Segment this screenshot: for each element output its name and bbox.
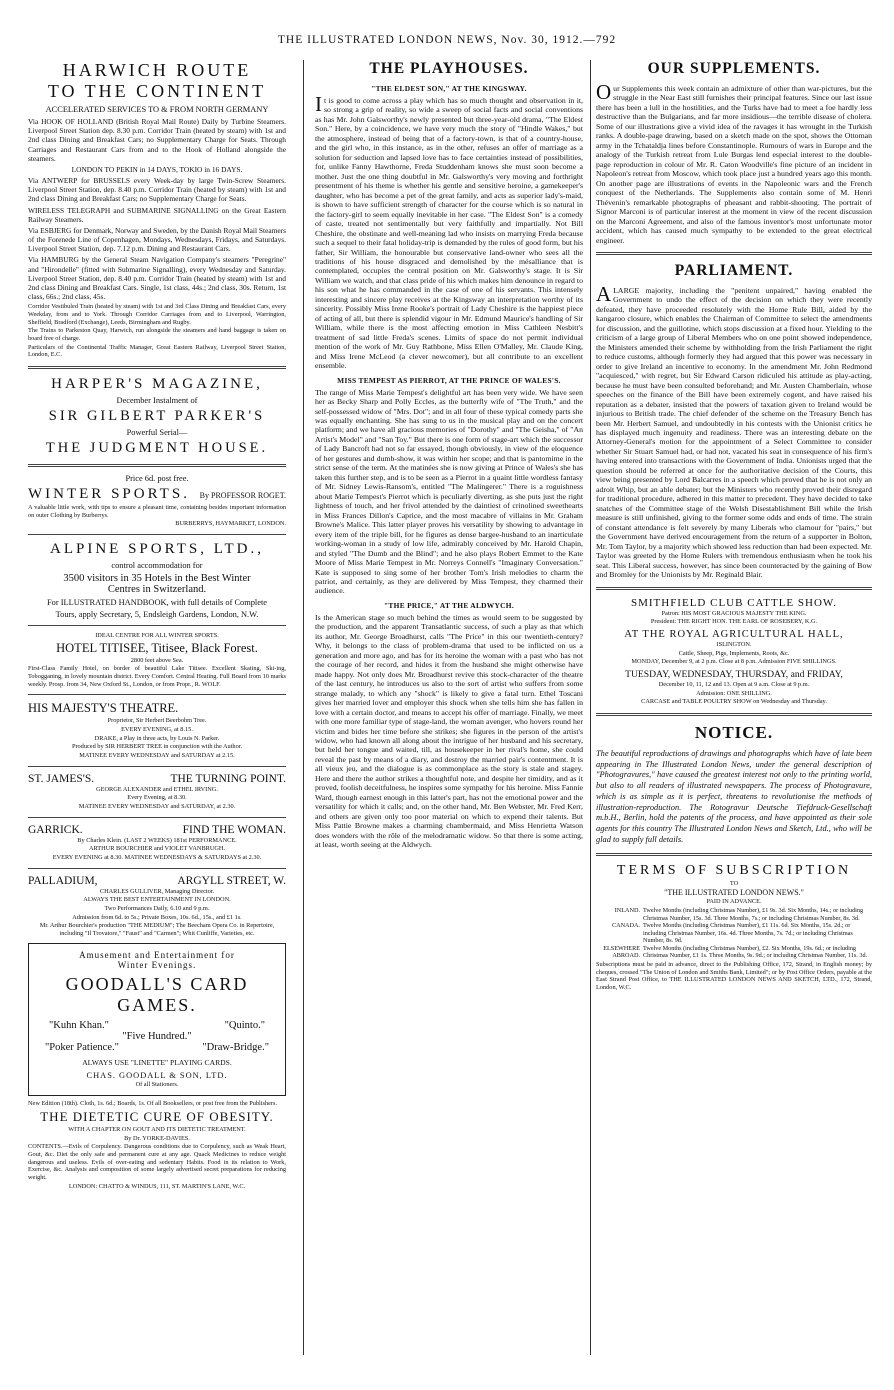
- ad-text: 2800 feet above Sea.: [130, 656, 184, 664]
- ad-text: Price 6d. post free.: [125, 473, 189, 483]
- game-name: "Poker Patience.": [45, 1041, 119, 1053]
- ad-text: CHAS. GOODALL & SON, LTD.: [86, 1070, 228, 1080]
- harpers-title: HARPER'S MAGAZINE,: [51, 375, 263, 392]
- winter-sports-ad: [28, 474, 286, 528]
- ad-text: PAID IN ADVANCE.: [706, 898, 762, 906]
- garrick-play: FIND THE WOMAN.: [182, 823, 286, 836]
- ad-text: December Instalment of: [116, 395, 198, 405]
- ad-text: Mr. Arthur Bourchier's production "THE MEDIUM"; The Beecham Opera Co. in Repertoire, including "Il Trovatore," "Faust" and "Carmen"; Whit Cunliffe, Varieties, etc.: [39, 922, 275, 938]
- obesity-title: THE DIETETIC CURE OF OBESITY.: [40, 1109, 274, 1125]
- terms-label: INLAND.: [614, 906, 640, 914]
- game-name: "Kuhn Khan.": [49, 1019, 109, 1031]
- review-subheading: "THE ELDEST SON," AT THE KINGSWAY.: [371, 84, 527, 93]
- terms-title: TERMS OF SUBSCRIPTION: [616, 862, 852, 878]
- ad-text: CARCASE and TABLE POULTRY SHOW on Wednesday and Thursday.: [641, 698, 827, 706]
- ad-text: Admission: ONE SHILLING.: [696, 689, 772, 697]
- terms-label: ELSEWHERE ABROAD.: [603, 944, 640, 960]
- ad-text: WIRELESS TELEGRAPH and SUBMARINE SIGNALLING on the Great Eastern Railway Steamers.: [28, 205, 286, 224]
- ad-text: Every Evening, at 8.30.: [127, 794, 187, 802]
- notice-paragraph: The beautiful reproductions of drawings and photographs which have of late been appearing in The Illustrated London News, under the general description of "Photogravures," have caused the greatest interest not only to the printing world, but also to all readers of illustrated newspapers. The process of Photogravure, which is as simple as it is perfect, threatens to revolutionise the methods of illustration-reproduction. The Rotogravur Deutsche Tiefdruck-Gesellschaft m.b.H., Berlin, hold the patents of the process, and have appointed as their sole agents for this country The Illustrated London News and Sketch, Ltd., who will be glad to supply full details.: [596, 748, 872, 844]
- ad-text: Particulars of the Continental Traffic Manager, Great Eastern Railway, Liverpool Street Station, London, E.C.: [28, 343, 286, 359]
- ad-text: For ILLUSTRATED HANDBOOK, with full details of Complete: [46, 597, 268, 607]
- titisee-ad: [28, 632, 286, 688]
- ad-text: Tours, apply Secretary, 5, Endsleigh Gardens, London, N.W.: [55, 609, 259, 619]
- stjames-title: ST. JAMES'S.: [28, 772, 95, 785]
- ad-text: The Trains to Parkeston Quay, Harwich, run alongside the steamers and hand baggage is taken on board free of charge.: [28, 327, 286, 342]
- masthead: THE ILLUSTRATED LONDON NEWS, Nov. 30, 1912.—792: [277, 34, 617, 46]
- majesty-ad: [28, 701, 286, 759]
- ad-text: ARTHUR BOURCHIER and VIOLET VANBRUGH.: [88, 845, 226, 853]
- ad-text: Admission from 6d. to 5s.; Private Boxes, 10s. 6d., 15s., and £1 1s.: [72, 913, 242, 921]
- ad-text: President: THE RIGHT HON. THE EARL OF ROSEBERY, K.G.: [650, 618, 818, 626]
- ad-text: EVERY EVENING, at 8.15.: [121, 726, 193, 734]
- game-name: "Draw-Bridge.": [202, 1041, 269, 1053]
- ad-text: 3500 visitors in 35 Hotels in the Best Winter: [63, 572, 251, 584]
- ad-text: Via ESBJERG for Denmark, Norway and Sweden, by the Danish Royal Mail Steamers of the Forenede Line of Copenhagen, Mondays, Wednesdays, Fridays, and Saturdays. Liverpool Street Station, dep. 7.12 p.m. Dining and Restaurant Cars.: [28, 225, 286, 254]
- ad-text: By Dr. YORKE-DAVIES.: [124, 1134, 190, 1142]
- review-subheading: MISS TEMPEST AS PIERROT, AT THE PRINCE OF WALES'S.: [337, 375, 561, 385]
- stjames-play: THE TURNING POINT.: [170, 772, 286, 785]
- ad-text: Of all Stationers.: [135, 1080, 179, 1088]
- ad-text: "THE ILLUSTRATED LONDON NEWS.": [664, 888, 804, 898]
- ad-text: CONTENTS.—Evils of Corpulency. Dangerous conditions due to Corpulency, such as Weak Heart, Gout, &c. Diet the only safe and permanent cure at any age. Quack Medicines to reduce weight dangerous and useless. Evils of over-eating and sedentary Habits. Food in its relation to Work, Exercise, &c. Analysis and composition of some largely advertised secret preparations for reducing weight.: [28, 1143, 286, 1182]
- terms-rates: Twelve Months (including Christmas Number), £1 11s. 6d. Six Months, 15s. 2d.; or including Christmas Number, 16s. 4d. Three Months, 7s. 7d.; or including Christmas Number, 8s. 9d.: [643, 922, 853, 945]
- subscription-terms: [596, 863, 872, 992]
- alpine-ad: [28, 541, 286, 619]
- ad-text: TO: [729, 879, 739, 887]
- palladium-title: PALLADIUM,: [28, 874, 98, 887]
- harwich-title-2: TO THE CONTINENT: [47, 81, 267, 101]
- ad-text: MATINEE EVERY WEDNESDAY and SATURDAY, at 2.30.: [78, 803, 236, 811]
- terms-footnote: Subscriptions must be paid in advance, direct to the Publishing Office, 172, Strand, in English money; by cheques, crossed "The Union of London and Smiths Bank, Limited"; or by Post Office Orders, payable at the East Strand Post Office, to THE ILLUSTRATED LONDON NEWS AND SKETCH, LTD., 172, Strand, London, W.C.: [596, 960, 872, 991]
- advertisements-column: [28, 60, 286, 1194]
- garrick-ad: [28, 824, 286, 862]
- harpers-ad: [28, 376, 286, 457]
- ad-text: December 10, 11, 12 and 13. Open at 9 a.m. Close at 9 p.m.: [658, 680, 810, 688]
- alpine-title: ALPINE SPORTS, LTD.,: [50, 540, 264, 557]
- ad-text: LONDON TO PEKIN in 14 DAYS, TOKIO in 16 DAYS.: [71, 164, 243, 174]
- goodall-ad: [28, 943, 286, 1097]
- ad-text: First-Class Family Hotel, on border of beautiful Lake Titisee. Excellent Skating, Ski-ing, Tobogganing, in lovely mountain district. Every Comfort. Central Heating. Full Board from 10 marks weekly. Prosp. from 34, New Oxford St., London, or from Propr., R. WOLF.: [28, 665, 286, 688]
- ad-text: MONDAY, December 9, at 2 p.m. Close at 8 p.m. Admission FIVE SHILLINGS.: [631, 658, 837, 666]
- ad-text: Corridor Vestibuled Train (heated by steam) with 1st and 3rd Class Dining and Breakfast Cars, every Weekday, from and to York. Through Corridor Carriages from and to Liverpool, Warrington, Sheffield, Bradford (Exchange), Leeds, Birmingham and Rugby.: [28, 303, 286, 326]
- ad-text: Powerful Serial—: [126, 427, 188, 437]
- notice-heading: NOTICE.: [694, 722, 774, 742]
- parliament-heading: PARLIAMENT.: [674, 261, 794, 279]
- titisee-title: HOTEL TITISEE, Titisee, Black Forest.: [56, 640, 258, 655]
- harpers-book: THE JUDGMENT HOUSE.: [45, 439, 269, 456]
- ad-text: control accommodation for: [111, 560, 203, 570]
- ad-text: BURBERRYS, HAYMARKET, LONDON.: [175, 520, 286, 528]
- ad-text: By Charles Klein. (LAST 2 WEEKS) 181st PERFORMANCE.: [77, 836, 237, 844]
- garrick-title: GARRICK.: [28, 823, 83, 836]
- parliament-paragraph: ALARGE majority, including the "penitent unpaired," having enabled the Government to undo the effect of the decision on which they were recently defeated, they have proceeded resolutely with the Home Rule Bill, aided by the kangaroo closure, which enables the Chairman of Committee to select the amendments for discussion, and the guillotine, which stops discussion at a fixed hour. Yielding to the criticism of a large group of Liberal Members who on one point showed independence, the Ministers amended their scheme by withholding from the Irish Parliament the right to reduce customs, although formerly they had argued that this power was necessary in order to give Ireland an incentive to economy. In the amendment Mr. John Redmond "acquiesced," with regret, but Sir Edward Carson ridiculed his attitude as play-acting, because he must have been consulted beforehand; and Mr. Austen Chamberlain, whose speeches on the finance of the Bill have been extremely cogent, and have raised his reputation as a debater, insisted that the powers of taxation given to Ireland would be injurious to British trade. The chief defender of the scheme on the Treasury Bench has been Mr. Herbert Samuel, and undoubtedly in his contests with the Unionist critics he has displayed much ingenuity and readiness. There was an interesting debate on the Attorney-General's motion for the appointment of a Select Committee to consider whether Sir Stuart Samuel had, or had not, vacated his seat in consequence of his firm's having entered into transactions with the Government of India. Unionists urged that the question should be referred at once for the authoritative decision of the Courts, this view being presented by Lord Balcarres in a speech which proved that he is not only an adroit Whip, but an able debater; but the Ministers who recently proved their disregard for traditional procedure, adhered in this matter to precedent. They have decided to take snatches of the Committee stage of the Welsh Disestablishment Bill while the Irish measure is still unfinished, giving to the former some odds and ends of time. The strain of constant attendance is felt severely by many Liberals who clamour for "pairs," but the Government have derived encouragement from the return of a supporter in Bolton, Mr. Tom Taylor, by a majority which showed less reduction than had been expected. Mr. Taylor was greeted by the Home Rulers with tremendous enthusiasm when he took his seat. This Liberal success, however, has since been counteracted by the gaining of Bow and Bromley for the Unionists by Mr. Reginald Blair.: [596, 281, 872, 580]
- ad-text: Amusement and Entertainment for: [79, 949, 235, 960]
- ad-text: Winter Evenings.: [117, 959, 197, 970]
- stjames-ad: [28, 773, 286, 811]
- ad-text: ALWAYS USE "LINETTE" PLAYING CARDS.: [82, 1057, 232, 1067]
- ad-text: Via HOOK OF HOLLAND (British Royal Mail Route) Daily by Turbine Steamers. Liverpool Street Station dep. 8.30 p.m. Corridor Train (heated by steam) with 1st and 2nd class Dining and Breakfast Cars; no Supplementary Charge for Seats. Through Carriages and Restaurant Cars from and to the Hook of Holland alongside the steamers.: [28, 117, 286, 163]
- column-rule: [590, 60, 591, 1355]
- game-name: "Five Hundred.": [122, 1030, 192, 1042]
- game-name: "Quinto.": [224, 1019, 265, 1031]
- winter-title: WINTER SPORTS.: [28, 485, 190, 502]
- ad-text: By PROFESSOR ROGET.: [199, 490, 286, 500]
- ad-text: Proprietor, Sir Herbert Beerbohm Tree.: [107, 717, 207, 725]
- terms-rates: Twelve Months (including Christmas Number), £2. Six Months, 19s. 6d.; or including Christmas Number, £1 1s. Three Months, 9s. 9d.; or including Christmas Number, 11s. 3d.: [643, 944, 868, 960]
- ad-text: GEORGE ALEXANDER and ETHEL IRVING.: [96, 785, 218, 793]
- ad-text: AT THE ROYAL AGRICULTURAL HALL,: [624, 628, 844, 640]
- terms-label: CANADA.: [611, 922, 640, 930]
- harwich-subtitle: ACCELERATED SERVICES TO & FROM NORTH GERMANY: [45, 105, 269, 114]
- ad-text: CHARLES GULLIVER, Managing Director.: [99, 887, 215, 895]
- majesty-title: HIS MAJESTY'S THEATRE.: [28, 701, 179, 716]
- obesity-ad: [28, 1100, 286, 1190]
- harwich-title: HARWICH ROUTE: [62, 60, 252, 80]
- ad-text: Via HAMBURG by the General Steam Navigation Company's steamers "Peregrine" and "Hirondelle" (fitted with Submarine Signalling), every Wednesday and Saturday. Liverpool Street Station, dep. 8.40 p.m. Corridor Train (heated by steam) with 1st and 2nd class Dining and Breakfast Cars. Single, 1st class, 44s.; 2nd class, 30s. Return, 1st class, 66s.; 2nd class, 45s.: [28, 255, 286, 302]
- ad-text: TUESDAY, WEDNESDAY, THURSDAY, and FRIDAY,: [625, 668, 843, 680]
- column-rule: [303, 60, 304, 1355]
- playhouses-heading: THE PLAYHOUSES.: [369, 60, 529, 77]
- palladium-ad: [28, 875, 286, 938]
- ad-text: ALWAYS THE BEST ENTERTAINMENT IN LONDON.: [83, 896, 231, 904]
- ad-text: EVERY EVENING at 8.30. MATINEE WEDNESDAYS & SATURDAYS at 2.30.: [52, 854, 262, 862]
- ad-text: A valuable little work, with tips to ensure a pleasant time, containing besides important information on outer Clothing by Burberrys.: [28, 503, 286, 519]
- smithfield-title: SMITHFIELD CLUB CATTLE SHOW.: [630, 596, 838, 609]
- ad-text: Patron: HIS MOST GRACIOUS MAJESTY THE KING.: [661, 609, 807, 617]
- review-paragraph: The range of Miss Marie Tempest's delightful art has been very wide. We have seen her as Becky Sharp and Polly Eccles, as the butterfly wife of "The Truth," and the self-possessed widow of "Mrs. Dot"; and in all four of these typical comedy parts she was equally enchanting. She has sung to us in the musical play and on the concert platform; and we have all gracious memories of "Dorothy" and "The Geisha," of "An Artist's Model" and "San Toy." But there is one form of stage-art which the successor of Lady Bancroft had not so far essayed, though obviously, in view of the eloquence of her gestures and dumb-show, it was within her scope; and that is pantomime in the strict sense of the term. At the matinées she is now giving at Prince of Wales's she has taken this further step, and is to be seen as a Pierrot in a quaint little wordless fantasy of Mr. Sidney Lewis-Ransom's, entitled "The Malingerer." There is a roguishness about Marie Tempest's Pierrot which is peculiarly diverting, as she puts just the right lightness of touch, and her frivol attended by the daintiest of crinolined sweethearts in Miss Frances Dillon's Caprice, and the most macabre of villains in Mr. Graham Browne's Malice. This latter player proves his versatility by showing to advantage in every item of the triple bill, for he figures as dense bargee-husband to an inarticulate working-woman in a study of low life, admirably conceived by Mr. Harold Chapin, and styled "The Dumb and the Blind"; and he also plays Robert Emmet to the Kate Moore of Miss Marie Tempest in Mr. Norreys Connell's "Imaginary Conversation." Kate is supposed to sing some of her brother Tom's Irish melodies to charm the patriot, and certainly, as they are delivered by Miss Tempest, they charmed their audience.: [315, 387, 583, 596]
- ad-text: Via ANTWERP for BRUSSELS every Week-day by large Twin-Screw Steamers. Liverpool Street Station, dep. 8.40 p.m. Corridor Train (heated by steam) with 1st and 2nd class Dining and Breakfast Cars; no Supplementary Charge for Seats.: [28, 176, 286, 204]
- ad-text: Two Performances Daily, 6.10 and 9 p.m.: [104, 905, 210, 913]
- palladium-street: ARGYLL STREET, W.: [177, 874, 286, 887]
- terms-rates: Twelve Months (including Christmas Number), £1 9s. 3d. Six Months, 14s.; or including Christmas Number, 15s. 3d. Three Months, 7s.; or including Christmas Number, 8s. 3d.: [643, 906, 864, 922]
- smithfield-ad: [596, 597, 872, 706]
- review-paragraph: Is the American stage so much behind the times as would seem to be suggested by the production, and the apparent Transatlantic success, of such a play as that which its author, Mr. George Broadhurst, calls "The Price" in this our twentieth-century? Why, it belongs to the class of problem-drama that used to be inflicted on us a generation and more ago, and has for its heroine the woman with a past who has not the courage of her record, and hides it from the husband she might otherwise have made happy. Not only does Mr. Broadhurst revive this stock-character of the theatre of the last century, he introduces us also to the sort of artist who suffers from some strange malady, to which any "shock" is likely to give a fatal turn. Ethel Toscani gives her married lover and employer this shock when she tells him she has fallen in love with a certain doctor, and means to accept his offer of marriage. Finally, we meet with one more familiar type of stage-land, the woman avenger, who hovers round her victim and bides her time before she strikes; she figures in the person of the artist's widow, who had known all along about the intrigue of her husband and his secretary, but held her tongue and waited, till, as housekeeper in her rival's home, she could reveal the past by means of a diary, and destroy the married pair's contentment. It is all vieux jeu, and the dialogue is as commonplace as the story is stale and stagey. Here and there the author strikes a thoughtful note, and despite her timidity, and as it proved, foolish deceitfulness, he inspires some sympathy for his heroine. Miss Fannie Ward, though earnest enough in this latter's part, has not the emotional power and the versatility for which it calls; and, on the other hand, Mr. Ben Webster, Mr. Fred Kerr, and others are given only too poor material on which to expend their talents. But Miss Pattie Browne makes a charming chambermaid, and Miss Henrietta Watson does wonders with the rôle of the melodramatic widow. So that there is some acting, at least, worth seeing at the Aldwych.: [315, 612, 583, 850]
- review-subheading: "THE PRICE," AT THE ALDWYCH.: [384, 600, 514, 610]
- ad-text: IDEAL CENTRE FOR ALL WINTER SPORTS.: [95, 631, 219, 639]
- ad-text: Produced by SIR HERBERT TREE in conjunction with the Author.: [71, 743, 243, 751]
- playhouses-column: [315, 60, 583, 853]
- harwich-ad: [28, 60, 286, 359]
- ad-text: Cattle, Sheep, Pigs, Implements, Roots, &c.: [678, 649, 790, 657]
- ad-text: DRAKE, a Play in three acts, by Louis N. Parker.: [94, 734, 220, 742]
- supplements-paragraph: Our Supplements this week contain an admixture of other than war-pictures, but the struggle in the Near East still furnishes their principal features. Since our last issue there has been a lull in the hostilities, and the Turks have had to meet a foe hardly less destructive than the Bulgarians, and far more insidious—the terrible disease of cholera. Some of our illustrations give a vivid idea of the ravages it has wrought in the Turkish ranks. A double-page drawing, based on a sketch made on the spot, shows the Ottoman army in the Tchataldja lines before Constantinople. Rumours of wars in Europe and the analogy of the Turkish retreat from Lule Burgas lend especial interest to the double-page reproduction in colour of Mr. R. Caton Woodville's fine picture of an incident in Napoleon's retreat from Moscow, which took place just a hundred years ago this month. On another page are illustrations of events in the Napoleonic wars and the French conquest of the Netherlands. The Supplements also contain some of M. Henri Thévenin's remarkable photographs of pheasant and rabbit-shooting. The portrait of Signor Marconi is of particular interest at the moment in view of the recent discussion on the Marconi Agreement, and also of the famous inventor's most unfortunate motor accident, which has caused much sympathy to be extended to the great electrical engineer.: [596, 80, 872, 245]
- review-paragraph: It is good to come across a play which has so much thought and observation in it, so strong a grip of reality, so wide a sweep of social facts and social conventions as has Mr. John Galsworthy's newly presented but three-year-old drama, "The Eldest Son." Here, by a coincidence, we have very much the story of "Hindle Wakes," but the atmosphere, instead of being that of a factory-town, is that of a country-house, and the girl who, in this instance, as in the other, refuses an offer of marriage as a solution for seduction and lapsed love has to face certainties instead of possibilities, for, unlike Fanny Hawthorne, Freda Studdenham knows she must soon become a mother. Just the one thing doubtful in Mr. Galsworthy's very moving and forthright presentment of his theme is whether his gentle and sensitive heroine, a gamekeeper's daughter, who has become a pet of the great family, and acts as superior lady's-maid, is shown to have sufficient strength of character for the course which is so natural in the factory-girl to seem equally inevitable in her case. "The Eldest Son" is a comedy of caste, treated not sentimentally but very faithfully and impartially. Not Bill Cheshire, the obstinate and well-meaning lad who insists on marrying Freda because such a sequel to their fatal holiday-trip is demanded by the rules of good form, but his father, Sir William, the honourable but conservative land-owner who sees all the traditions of his house disgraced and demolished by the mésalliance that is contemplated, occupies the central position on Mr. Galsworthy's stage. It is Sir William we watch, and that class pride of his which makes him denounce in regard to his son what he has commanded in the case of one of his servants. This intensely interesting and sincere play receives at the Kingsway an interpretation worthy of its sincerity. Possibly Miss Irene Rooke's portrait of Lady Cheshire is the happiest piece of acting of all, but there is splendid vigour in Mr. Edmund Maurice's handling of Sir William, while there is the most affecting emotion in Miss Cathleen Nesbitt's treatment of sad little Freda's scenes. Limits of space do not permit individual mention of the work of Mr. Guy Rathbone, Miss Ellen O'Malley, Mr. Claude King, and Miss Irene McLeod (a clever newcomer), but all contribute to an excellent ensemble.: [315, 92, 583, 371]
- ad-text: ISLINGTON.: [716, 640, 752, 648]
- right-column: [596, 60, 872, 993]
- ad-text: MATINEE EVERY WEDNESDAY and SATURDAY at 2.15.: [79, 752, 235, 760]
- goodall-title: GOODALL'S CARD GAMES.: [65, 973, 249, 1015]
- ad-text: WITH A CHAPTER ON GOUT AND ITS DIETETIC TREATMENT.: [68, 1126, 246, 1134]
- ad-text: LONDON: CHATTO & WINDUS, 111, ST. MARTIN'S LANE, W.C.: [68, 1182, 246, 1190]
- ad-text: Centres in Switzerland.: [107, 583, 207, 595]
- ad-text: New Edition (18th). Cloth, 1s. 6d.; Boards, 1s. Of all Booksellers, or post free from the Publishers.: [28, 1100, 278, 1108]
- supplements-heading: OUR SUPPLEMENTS.: [647, 60, 821, 77]
- harpers-author: SIR GILBERT PARKER'S: [48, 407, 266, 424]
